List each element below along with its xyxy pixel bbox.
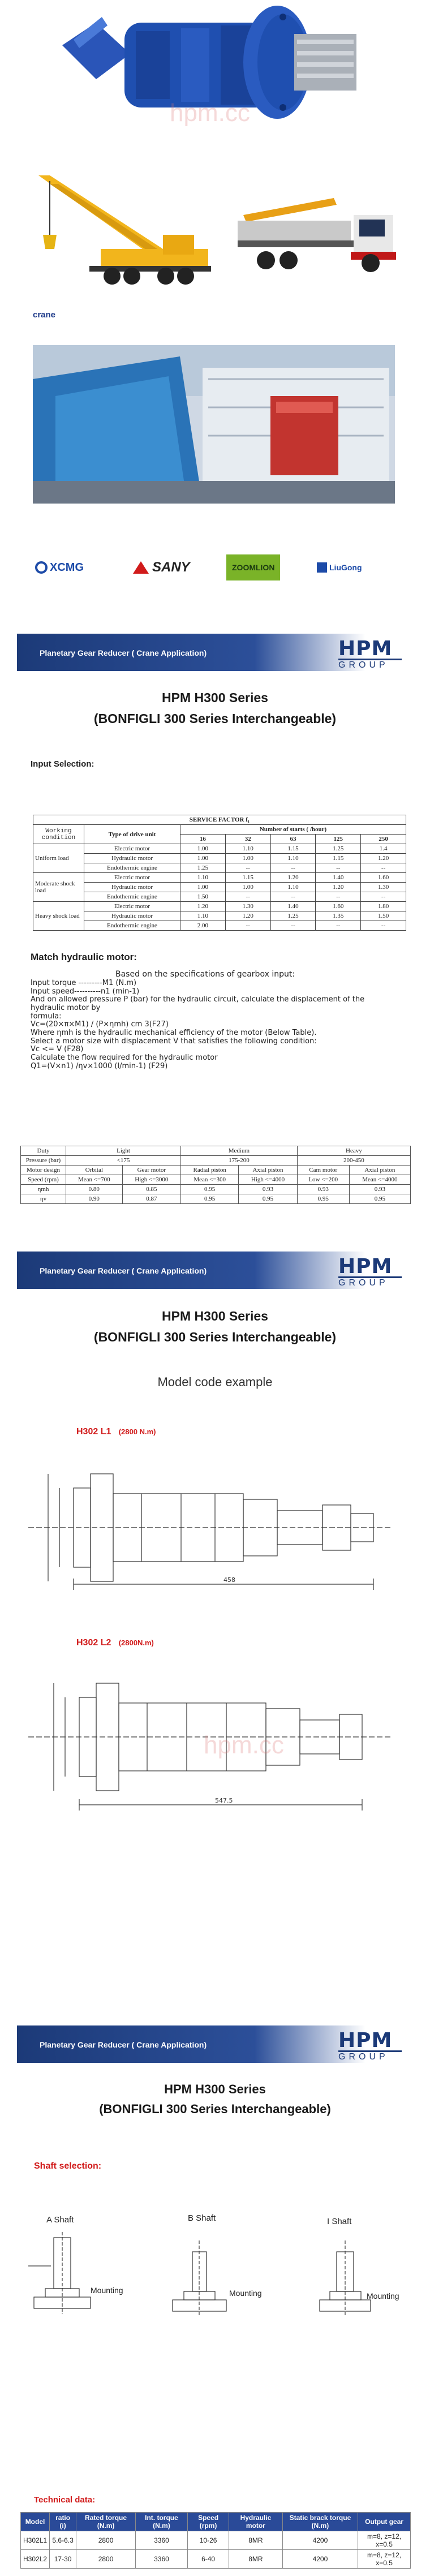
sf-condition: Uniform load <box>33 844 84 873</box>
pressure-heavy: 200-450 <box>297 1156 410 1166</box>
tech-cell: 4200 <box>282 2550 358 2569</box>
hyd-line: formula: <box>31 1012 62 1021</box>
eta-v-cell: 0.90 <box>66 1194 123 1204</box>
duty-etav-row <box>21 1194 411 1204</box>
sf-value: -- <box>361 921 406 931</box>
crane-site-photo <box>33 345 395 504</box>
model-code-title: Model code example <box>157 1375 273 1389</box>
crane-caption: crane <box>33 310 56 320</box>
eta-v-cell: 0.95 <box>181 1194 239 1204</box>
table-row <box>21 2550 411 2569</box>
watermark: hpm.cc <box>170 99 250 127</box>
duty-designs-row <box>21 1166 411 1175</box>
eta-v-cell: 0.87 <box>122 1194 180 1204</box>
sf-value: 1.40 <box>270 902 316 911</box>
speed-label: Speed (rpm) <box>21 1175 66 1185</box>
xcmg-logo-icon <box>35 561 48 574</box>
sf-value: 1.00 <box>180 883 226 892</box>
speed-cell: Low <=200 <box>297 1175 349 1185</box>
tech-header-row <box>21 2513 411 2531</box>
sf-value: 2.00 <box>180 921 226 931</box>
sf-value: -- <box>361 863 406 873</box>
tech-cell: 4200 <box>282 2531 358 2550</box>
sf-value: 1.15 <box>225 873 270 883</box>
i-mounting-label: Mounting <box>367 2291 399 2300</box>
l2-dim-length: 547.5 <box>215 1797 233 1804</box>
loader-crane-photo <box>221 187 402 286</box>
sf-value: 1.10 <box>180 911 226 921</box>
sf-condition: Moderate shock load <box>33 873 84 902</box>
sf-value: 1.10 <box>270 854 316 863</box>
series-heading-2: HPM H300 Series (BONFIGLI 300 Series Interchangeable) <box>93 1309 337 1344</box>
sf-value: -- <box>316 921 361 931</box>
speed-cell: Mean <=300 <box>181 1175 239 1185</box>
sf-value: 1.80 <box>361 902 406 911</box>
sf-value: 1.00 <box>180 844 226 854</box>
eta-mh-label: ηmh <box>21 1185 66 1194</box>
eta-mh-cell: 0.93 <box>349 1185 410 1194</box>
sf-condition: Heavy shock load <box>33 902 84 931</box>
hydraulic-text <box>31 970 415 1070</box>
eta-mh-cell: 0.93 <box>297 1185 349 1194</box>
sf-value: -- <box>316 863 361 873</box>
h302l1-drawing <box>28 1454 396 1596</box>
sf-row <box>33 911 406 921</box>
motor-design-cell: Axial piston <box>349 1166 410 1175</box>
eta-v-label: ηv <box>21 1194 66 1204</box>
sf-value: -- <box>225 863 270 873</box>
sf-value: -- <box>225 892 270 902</box>
sf-hour: 16 <box>180 835 226 844</box>
speed-cell: High <=4000 <box>239 1175 297 1185</box>
watermark: hpm.cc <box>204 1731 284 1759</box>
sf-row <box>33 892 406 902</box>
tech-header-cell: Int. torque (N.m) <box>135 2513 187 2531</box>
sf-col-hours: Number of starts ( /hour) <box>180 825 406 835</box>
pressure-medium: 175-200 <box>181 1156 298 1166</box>
eta-mh-cell: 0.95 <box>181 1185 239 1194</box>
hpm-logo: HPM GROUP <box>338 637 406 668</box>
speed-cell: Mean <=4000 <box>349 1175 410 1185</box>
technical-table <box>20 2512 411 2569</box>
i-shaft-label: I Shaft <box>327 2217 352 2226</box>
hyd-line: Input speed----------n1 (min-1) <box>31 987 140 996</box>
sf-drive-type: Hydraulic motor <box>84 854 180 863</box>
eta-v-cell: 0.95 <box>297 1194 349 1204</box>
input-selection-title: Input Selection: <box>31 759 94 769</box>
tech-header-cell: Rated torque (N.m) <box>76 2513 136 2531</box>
sf-row <box>33 854 406 863</box>
tech-cell: 17-30 <box>50 2550 76 2569</box>
sf-value: 1.35 <box>316 911 361 921</box>
sf-value: 1.15 <box>316 854 361 863</box>
section-banner-3 <box>17 2025 413 2063</box>
banner-text: Planetary Gear Reducer ( Crane Application) <box>40 2040 207 2049</box>
brand-zoomlion: ZOOMLION <box>226 554 280 580</box>
sf-drive-type: Endothermic engine <box>84 863 180 873</box>
sf-value: 1.4 <box>361 844 406 854</box>
technical-title: Technical data: <box>34 2495 96 2505</box>
sf-value: -- <box>361 892 406 902</box>
tech-cell: 5.6-6.3 <box>50 2531 76 2550</box>
sf-row <box>33 883 406 892</box>
hyd-line: Vc <= V (F28) <box>31 1045 84 1054</box>
duty-heavy: Heavy <box>297 1146 410 1156</box>
motor-design-label: Motor design <box>21 1166 66 1175</box>
sf-value: 1.30 <box>225 902 270 911</box>
tech-cell: 2800 <box>76 2550 136 2569</box>
banner-text: Planetary Gear Reducer ( Crane Application) <box>40 1266 207 1275</box>
sf-hour: 63 <box>270 835 316 844</box>
sf-hour: 125 <box>316 835 361 844</box>
hyd-line: Vc=(20×π×M1) / (P×ηmh) cm 3(F27) <box>31 1020 169 1029</box>
sf-value: 1.00 <box>180 854 226 863</box>
sf-row <box>33 902 406 911</box>
sf-value: 1.25 <box>180 863 226 873</box>
tech-header-cell: ratio (i) <box>50 2513 76 2531</box>
banner-text: Planetary Gear Reducer ( Crane Application) <box>40 648 207 657</box>
motor-design-cell: Gear motor <box>122 1166 180 1175</box>
sf-hour: 32 <box>225 835 270 844</box>
sf-drive-type: Electric motor <box>84 873 180 883</box>
sany-logo-icon <box>133 561 149 574</box>
hyd-line: Select a motor size with displacement V that satisfies the following condition: <box>31 1037 317 1046</box>
hyd-line: And on allowed pressure P (bar) for the hydraulic circuit, calculate the displacement of the <box>31 995 365 1004</box>
tech-cell: m=8, z=12, x=0.5 <box>358 2531 411 2550</box>
duty-speeds-row <box>21 1175 411 1185</box>
a-shaft-label: A Shaft <box>46 2215 74 2225</box>
tech-cell: 8MR <box>229 2531 283 2550</box>
table-row <box>21 2531 411 2550</box>
hyd-line: Input torque ---------M1 (N.m) <box>31 978 137 987</box>
tech-cell: 2800 <box>76 2531 136 2550</box>
sf-drive-type: Electric motor <box>84 902 180 911</box>
pressure-light: <175 <box>66 1156 181 1166</box>
brand-liugong: LiuGong <box>317 554 362 580</box>
sf-value: 1.20 <box>316 883 361 892</box>
sf-value: -- <box>225 921 270 931</box>
duty-table <box>20 1146 411 1204</box>
sf-row <box>33 921 406 931</box>
sf-value: 1.10 <box>180 873 226 883</box>
h302l2-label: H302 L2 (2800N.m) <box>76 1638 154 1648</box>
tech-header-cell: Speed (rpm) <box>188 2513 229 2531</box>
hpm-logo: HPM GROUP <box>338 1255 406 1285</box>
brand-xcmg: XCMG <box>35 554 84 580</box>
sf-value: -- <box>270 863 316 873</box>
section-banner-2 <box>17 1252 413 1289</box>
tech-cell: H302L2 <box>21 2550 50 2569</box>
motor-design-cell: Orbital <box>66 1166 123 1175</box>
tech-header-cell: Static brack torque (N.m) <box>282 2513 358 2531</box>
tech-body <box>21 2531 411 2569</box>
brand-sany: SANY <box>133 554 190 580</box>
sf-drive-type: Endothermic engine <box>84 892 180 902</box>
sf-drive-type: Endothermic engine <box>84 921 180 931</box>
hydraulic-title: Match hydraulic motor: <box>31 952 137 962</box>
sf-value: 1.10 <box>225 844 270 854</box>
sf-col-type: Type of drive unit <box>84 825 180 844</box>
speed-cell: Mean <=700 <box>66 1175 123 1185</box>
sf-value: 1.20 <box>361 854 406 863</box>
sf-value: 1.00 <box>225 883 270 892</box>
motor-design-cell: Radial piston <box>181 1166 239 1175</box>
sf-value: 1.00 <box>225 854 270 863</box>
b-shaft-drawing <box>161 2235 235 2320</box>
eta-mh-cell: 0.93 <box>239 1185 297 1194</box>
hyd-line: Q1=(V×n1) /ηv×1000 (l/min-1) (F29) <box>31 1061 168 1070</box>
tech-header-cell: Output gear <box>358 2513 411 2531</box>
tech-header-cell: Hydraulic motor <box>229 2513 283 2531</box>
sf-drive-type: Hydraulic motor <box>84 911 180 921</box>
hpm-logo: HPM GROUP <box>338 2029 406 2059</box>
tech-cell: 10-26 <box>188 2531 229 2550</box>
sf-body <box>33 844 406 931</box>
b-mounting-label: Mounting <box>229 2289 262 2298</box>
sf-value: 1.10 <box>270 883 316 892</box>
sf-value: 1.60 <box>316 902 361 911</box>
series-heading-1: HPM H300 Series (BONFIGLI 300 Series Interchangeable) <box>93 690 337 726</box>
b-shaft-label: B Shaft <box>188 2213 216 2223</box>
a-mounting-label: Mounting <box>91 2286 123 2295</box>
series-heading-3: HPM H300 Series (BONFIGLI 300 Series Interchangeable) <box>99 2082 331 2117</box>
h302l1-label: H302 L1 (2800 N.m) <box>76 1427 156 1437</box>
hyd-line: hydraulic motor by <box>31 1003 101 1012</box>
duty-medium: Medium <box>181 1146 298 1156</box>
speed-cell: High <=3000 <box>122 1175 180 1185</box>
sf-table-title: SERVICE FACTOR f₁ <box>33 815 406 825</box>
l1-dim-length: 458 <box>223 1576 235 1584</box>
sf-hour: 250 <box>361 835 406 844</box>
sf-drive-type: Hydraulic motor <box>84 883 180 892</box>
tech-cell: 6-40 <box>188 2550 229 2569</box>
sf-value: 1.20 <box>180 902 226 911</box>
sf-value: 1.25 <box>316 844 361 854</box>
tech-header-cell: Model <box>21 2513 50 2531</box>
tech-cell: 3360 <box>135 2531 187 2550</box>
sf-row <box>33 873 406 883</box>
hyd-line: Where ηmh is the hydraulic mechanical efficiency of the motor (Below Table). <box>31 1028 317 1037</box>
sf-col-working: Working condition <box>33 825 84 844</box>
eta-v-cell: 0.95 <box>349 1194 410 1204</box>
eta-mh-cell: 0.80 <box>66 1185 123 1194</box>
sf-value: -- <box>270 892 316 902</box>
sf-value: 1.50 <box>361 911 406 921</box>
a-shaft-drawing <box>23 2232 96 2317</box>
sf-drive-type: Electric motor <box>84 844 180 854</box>
service-factor-table <box>33 815 406 931</box>
sf-value: 1.20 <box>225 911 270 921</box>
sf-value: -- <box>316 892 361 902</box>
duty-etamh-row <box>21 1185 411 1194</box>
sf-value: 1.30 <box>361 883 406 892</box>
eta-mh-cell: 0.85 <box>122 1185 180 1194</box>
sf-row <box>33 863 406 873</box>
tech-cell: H302L1 <box>21 2531 50 2550</box>
sf-value: 1.60 <box>361 873 406 883</box>
pressure-label: Pressure (bar) <box>21 1156 66 1166</box>
sf-value: 1.15 <box>270 844 316 854</box>
crane-truck-photo <box>33 170 214 291</box>
duty-label: Duty <box>21 1146 66 1156</box>
hyd-line: Based on the specifications of gearbox input: <box>115 970 295 979</box>
motor-design-cell: Axial piston <box>239 1166 297 1175</box>
section-banner-1 <box>17 634 413 671</box>
duty-light: Light <box>66 1146 181 1156</box>
motor-design-cell: Cam motor <box>297 1166 349 1175</box>
shaft-selection-title: Shaft selection: <box>34 2161 102 2171</box>
tech-cell: m=8, z=12, x=0.5 <box>358 2550 411 2569</box>
liugong-logo-icon <box>317 562 327 573</box>
sf-value: 1.40 <box>316 873 361 883</box>
sf-value: 1.50 <box>180 892 226 902</box>
sf-value: 1.25 <box>270 911 316 921</box>
i-shaft-drawing <box>314 2235 376 2320</box>
hyd-line: Calculate the flow required for the hydraulic motor <box>31 1053 218 1062</box>
sf-value: -- <box>270 921 316 931</box>
sf-value: 1.20 <box>270 873 316 883</box>
tech-cell: 3360 <box>135 2550 187 2569</box>
eta-v-cell: 0.95 <box>239 1194 297 1204</box>
sf-row <box>33 844 406 854</box>
tech-cell: 8MR <box>229 2550 283 2569</box>
